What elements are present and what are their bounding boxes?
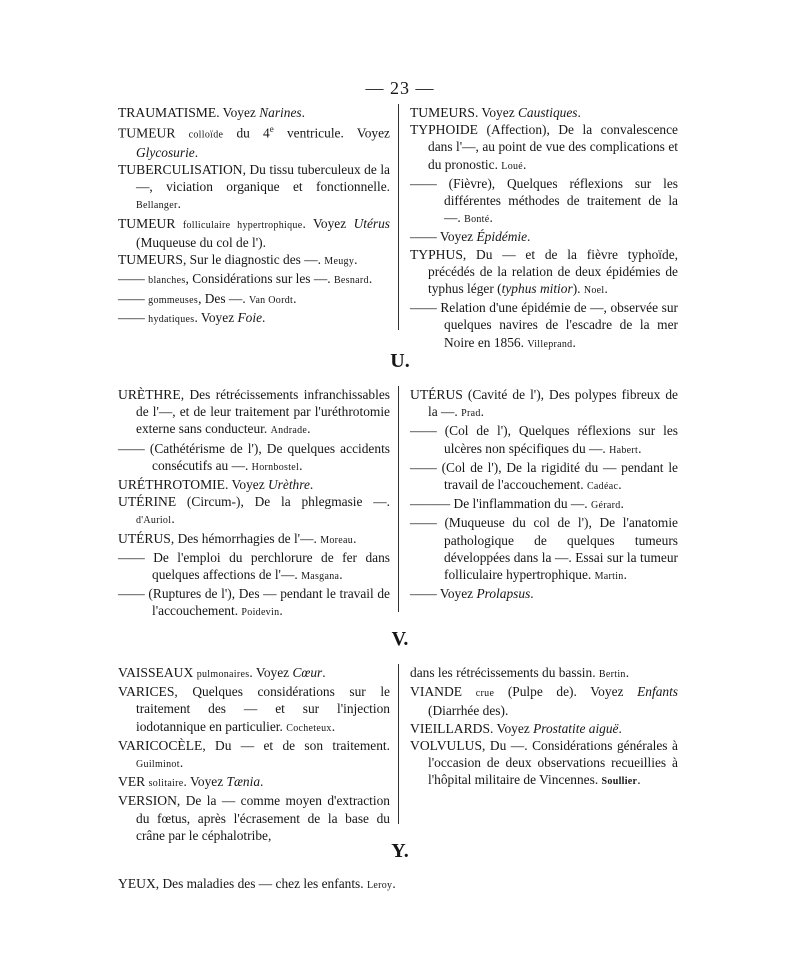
index-entry: TYPHOIDE (Affection), De la convalescence dans l'—, au point de vue des complications et du pronostic. Loué. (410, 122, 678, 172)
index-entry: VIANDE crue (Pulpe de). Voyez Enfants (Diarrhée des). (410, 684, 679, 719)
index-entry: —— (Col de l'), Quelques réflexions sur les ulcères non spécifiques du —. Habert. (410, 423, 678, 456)
u-right-column (410, 386, 678, 602)
index-entry: UTÉRUS, Des hémorrhagies de l'—. Moreau. (118, 530, 357, 546)
index-entry: VIEILLARDS. Voyez Prostatite aiguë. (410, 720, 622, 736)
index-entry: TUMEUR folliculaire hypertrophique. Voyez Utérus (Muqueuse du col de l'). (118, 215, 391, 250)
v-right-column (410, 664, 678, 790)
column-divider (398, 664, 399, 824)
index-entry: YEUX, Des maladies des — chez les enfants. Leroy. (118, 876, 396, 891)
page-number: — 23 — (365, 78, 435, 98)
index-entry: UTÉRUS (Cavité de l'), Des polypes fibreux de la —. Prad. (410, 387, 678, 420)
index-entry-continuation: dans les rétrécissements du bassin. Bertin. (410, 665, 630, 680)
index-entry: —— (Ruptures de l'), Des — pendant le travail de l'accouchement. Poidevin. (118, 586, 390, 619)
t-left-column (118, 104, 390, 328)
column-divider (398, 104, 399, 330)
index-entry: ——— De l'inflammation du —. Gérard. (410, 496, 624, 512)
index-entry: URÈTHRE, Des rétrécissements infranchissables de l'—, et de leur traitement par l'uréthrotomie externe sans conducteur. Andrade. (118, 387, 390, 437)
section-heading-u: U. (390, 350, 410, 372)
index-entry: VARICOCÈLE, Du — et de son traitement. Guilminot. (118, 737, 390, 771)
index-entry: VAISSEAUX pulmonaires. Voyez Cœur. (118, 665, 326, 680)
t-right-column (410, 104, 678, 353)
index-entry: —— Voyez Épidémie. (410, 229, 531, 245)
index-entry: VOLVULUS, Du —. Considérations générales à l'occasion de deux observations recueillies à l'hôpital militaire de Vincennes. Soullier. (410, 737, 678, 788)
index-entry: —— hydatiques. Voyez Foie. (118, 309, 266, 325)
u-left-column (118, 386, 390, 622)
index-entry: —— De l'emploi du perchlorure de fer dans quelques affections de l'—. Masgana. (118, 549, 390, 583)
index-entry: TUMEURS, Sur le diagnostic des —. Meugy. (118, 252, 358, 268)
index-entry: TUMEUR colloïde du 4e ventricule. Voyez Glycosurie. (118, 124, 391, 160)
column-divider (398, 386, 399, 612)
index-entry: TUBERCULISATION, Du tissu tuberculeux de la —, viciation organique et fonctionnelle. Bellanger. (118, 162, 390, 212)
index-entry: TUMEURS. Voyez Caustiques. (410, 105, 581, 120)
index-entry: VARICES, Quelques considérations sur le traitement des — et sur l'injection iodotannique en particulier. Cocheteux. (118, 684, 390, 734)
section-heading-y: Y. (391, 840, 409, 862)
index-entry: —— gommeuses, Des —. Van Oordt. (118, 290, 297, 306)
v-left-column (118, 664, 390, 844)
index-entry: —— blanches, Considérations sur les —. Besnard. (118, 271, 373, 287)
index-entry: —— (Cathétérisme de l'), De quelques accidents consécutifs au —. Hornbostel. (118, 440, 390, 473)
index-entry: —— (Muqueuse du col de l'), De l'anatomie pathologique de quelques tumeurs développées dans la —. Essai sur la tumeur folliculaire hypertrophique. Martin. (410, 515, 678, 583)
index-entry: UTÉRINE (Circum-), De la phlegmasie —. d'Auriol. (118, 494, 390, 527)
index-entry: TYPHUS, Du — et de la fièvre typhoïde, précédés de la relation de deux épidémies de typhus léger (typhus mitior). Noel. (410, 246, 678, 297)
index-entry: —— (Fièvre), Quelques réflexions sur les différentes méthodes de traitement de la —. Bonté. (410, 175, 678, 226)
index-entry: TRAUMATISME. Voyez Narines. (118, 105, 305, 120)
index-entry: URÉTHROTOMIE. Voyez Urèthre. (118, 477, 314, 493)
index-entry: VERSION, De la — comme moyen d'extraction du fœtus, après l'écrasement de la base du crâne par le céphalotribe, (118, 793, 390, 843)
index-entry: —— (Col de l'), De la rigidité du — pendant le travail de l'accouchement. Cadéac. (410, 459, 678, 493)
index-entry: —— Voyez Prolapsus. (410, 586, 534, 602)
index-entry: VER solitaire. Voyez Tænia. (118, 774, 264, 790)
section-heading-v: V. (391, 628, 409, 650)
index-entry: —— Relation d'une épidémie de —, observée sur quelques navires de l'escadre de la mer Noire en 1856. Villeprand. (410, 300, 678, 350)
